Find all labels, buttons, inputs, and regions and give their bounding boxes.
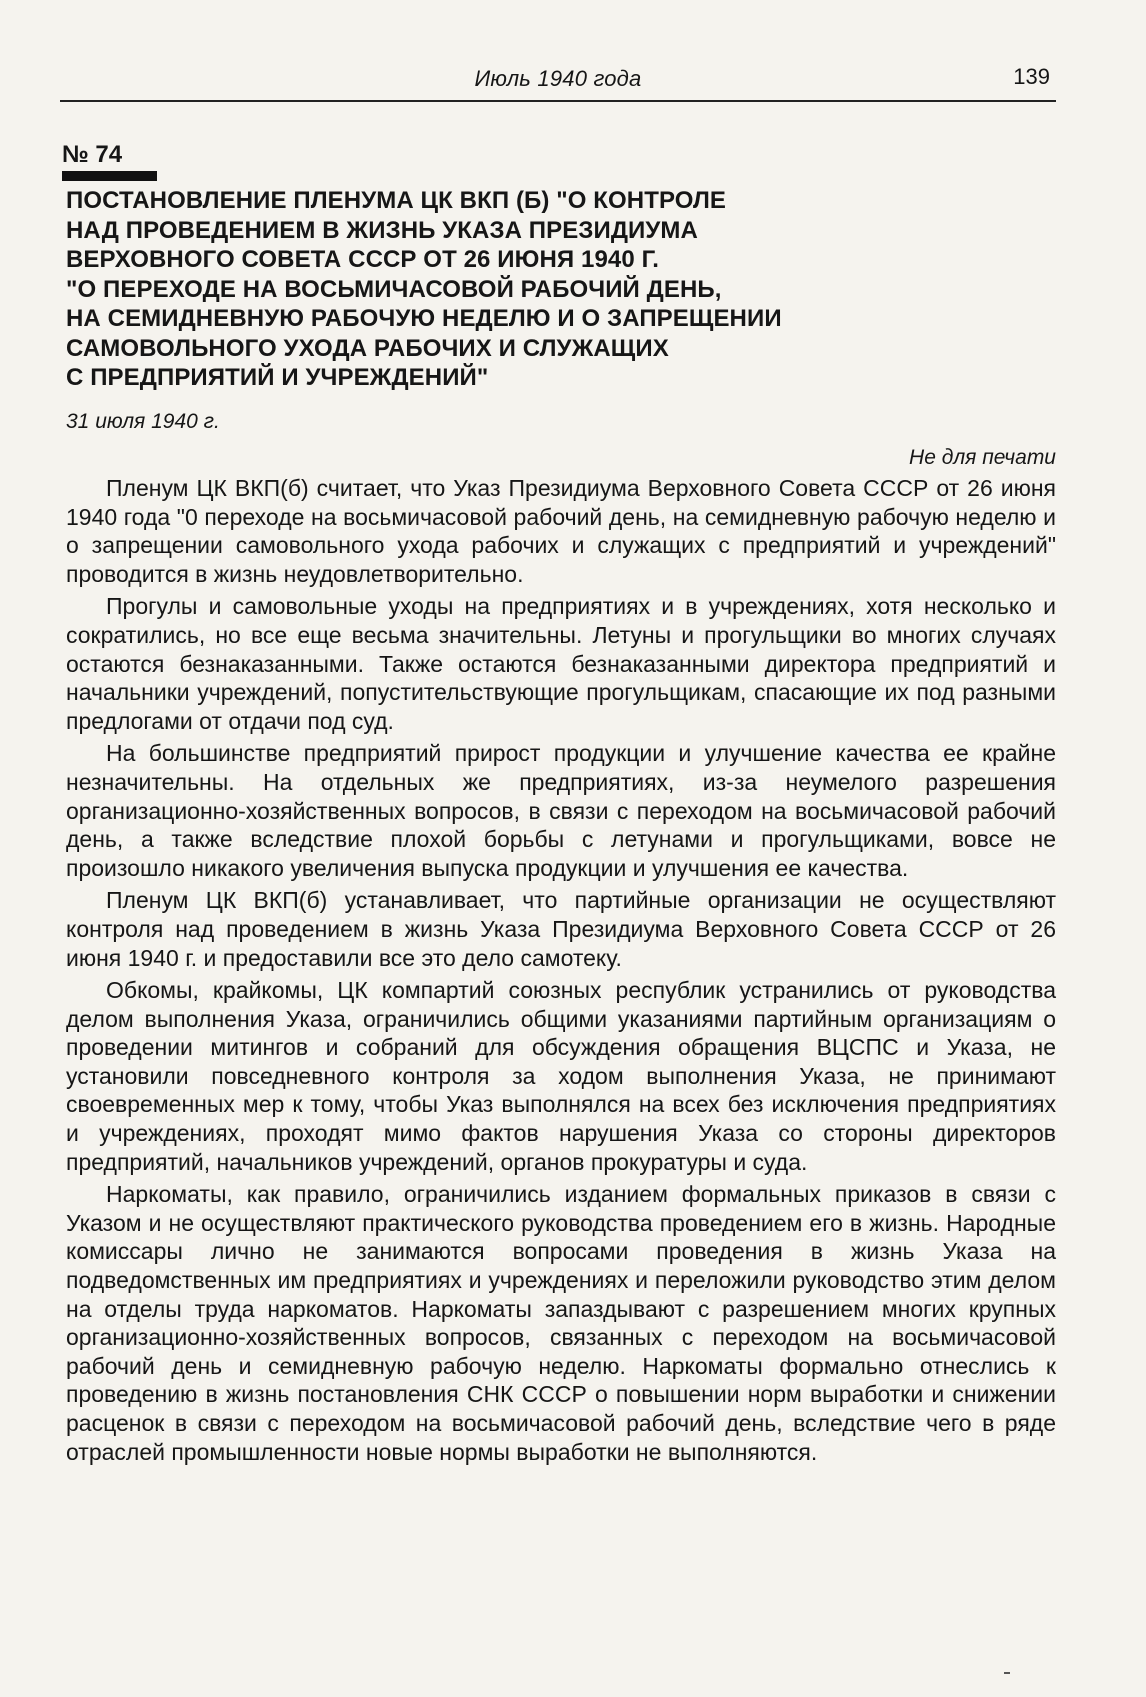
running-header: [60, 62, 1056, 102]
running-title: Июль 1940 года: [474, 66, 642, 91]
body-paragraph: На большинстве предприятий прирост продукции и улучшение качества ее крайне незначительны. На отдельных же предприятиях, из-за неумелого разрешения организационно-хозяйственных вопросов, в связи с переходом на восьмичасовой рабочий день, а также вследствие плохой борьбы с летунами и прогульщиками, вовсе не произошло никакого увеличения выпуска продукции и улучшения ее качества.: [66, 740, 1056, 881]
title-line: ПОСТАНОВЛЕНИЕ ПЛЕНУМА ЦК ВКП (Б) "О КОНТРОЛЕ: [66, 187, 727, 214]
number-underline-bar: [62, 171, 157, 181]
body-paragraph: Прогулы и самовольные уходы на предприятиях и в учреждениях, хотя несколько и сократились, но все еще весьма значительны. Летуны и прогульщики во многих случаях остаются безнаказанными. Также остаются безнаказанными директора предприятий и начальники учреждений, попустительствующие прогульщикам, спасающие их под разными предлогами от отдачи под суд.: [66, 593, 1056, 734]
page-number: 139: [1013, 64, 1050, 89]
title-line: "О ПЕРЕХОДЕ НА ВОСЬМИЧАСОВОЙ РАБОЧИЙ ДЕНЬ,: [66, 275, 722, 303]
body-paragraph: Наркоматы, как правило, ограничились изданием формальных приказов в связи с Указом и не осуществляют практического руководства проведением его в жизнь. Народные комиссары лично не занимаются вопросами проведения в жизнь Указа на подведомственных им предприятиях и учреждениях и переложили руководство этим делом на отделы труда наркоматов. Наркоматы запаздывают с разрешением многих крупных организационно-хозяйственных вопросов, связанных с переходом на восьмичасовой рабочий день и семидневную рабочую неделю. Наркоматы формально отнеслись к проведению в жизнь постановления СНК СССР о повышении норм выработки и снижении расценок в связи с переходом на восьмичасовой рабочий день, вследствие чего в ряде отраслей промышленности новые нормы выработки не выполняются.: [66, 1181, 1056, 1465]
body-paragraph: Пленум ЦК ВКП(б) устанавливает, что партийные организации не осуществляют контроля над проведением в жизнь Указа Президиума Верховного Совета СССР от 26 июня 1940 г. и предоставили все это дело самотеку.: [66, 887, 1056, 971]
document-date: 31 июля 1940 г.: [66, 410, 220, 433]
document-number: № 74: [62, 141, 123, 168]
page-speck: [1004, 1672, 1010, 1674]
body-paragraph: Обкомы, крайкомы, ЦК компартий союзных республик устранились от руководства делом выполнения Указа, ограничились общими указаниями партийным организациям о проведении митингов и собраний для обсуждения обращения ВЦСПС и Указа, не установили повседневного контроля за ходом выполнения Указа, не принимают своевременных мер к тому, чтобы Указ выполнялся на всех без исключения предприятиях и учреждениях, проходят мимо фактов нарушения Указа со стороны директоров предприятий, начальников учреждений, органов прокуратуры и суда.: [66, 977, 1056, 1175]
title-line: ВЕРХОВНОГО СОВЕТА СССР ОТ 26 ИЮНЯ 1940 Г.: [66, 246, 660, 273]
title-line: С ПРЕДПРИЯТИЙ И УЧРЕЖДЕНИЙ": [66, 364, 489, 391]
document-body: [66, 474, 1056, 1470]
title-line: НА СЕМИДНЕВНУЮ РАБОЧУЮ НЕДЕЛЮ И О ЗАПРЕЩЕНИИ: [66, 305, 782, 332]
title-line: САМОВОЛЬНОГО УХОДА РАБОЧИХ И СЛУЖАЩИХ: [66, 334, 669, 362]
classification-mark: Не для печати: [909, 446, 1056, 469]
document-title: [66, 186, 1026, 393]
body-paragraph: Пленум ЦК ВКП(б) считает, что Указ Президиума Верховного Совета СССР от 26 июня 1940 года "0 переходе на восьмичасовой рабочий день, на семидневную рабочую неделю и о запрещении самовольного ухода рабочих и служащих с предприятий и учреждений" проводится в жизнь неудовлетворительно.: [66, 475, 1056, 587]
title-line: НАД ПРОВЕДЕНИЕМ В ЖИЗНЬ УКАЗА ПРЕЗИДИУМА: [66, 216, 698, 244]
